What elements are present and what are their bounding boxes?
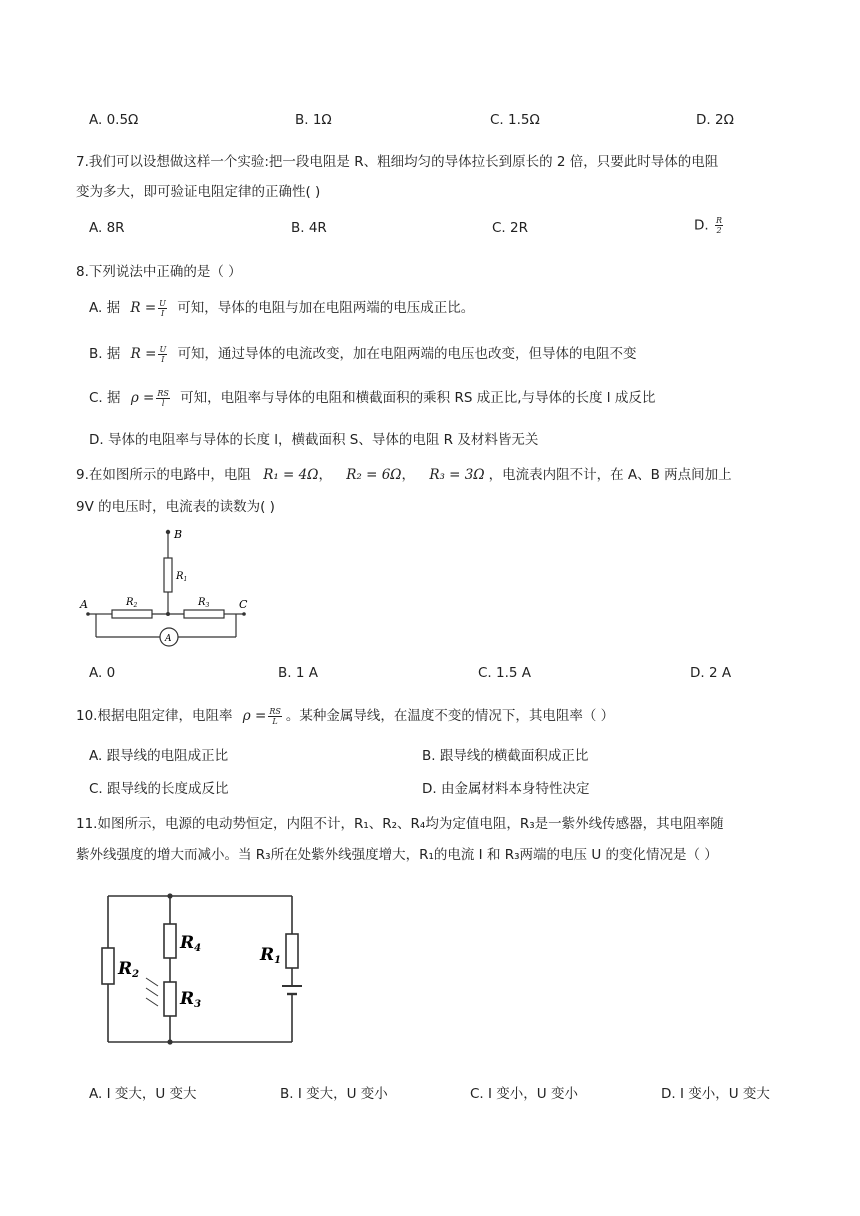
q7-option-b[interactable]: B. 4R <box>291 220 327 236</box>
q7-option-d-fraction <box>715 216 723 235</box>
q8-b-prefix: B. 据 <box>89 346 121 362</box>
frac-den: L <box>272 716 278 726</box>
q8-a-formula: R = <box>130 300 157 316</box>
label-b: B <box>174 528 183 541</box>
q7-option-d-label: D. <box>694 217 713 234</box>
q6-option-c[interactable]: C. 1.5Ω <box>490 112 540 128</box>
frac-num: U <box>159 344 167 354</box>
q8-b-fraction <box>158 345 167 364</box>
junction-dot <box>166 612 170 616</box>
q7-stem-line1: 7.我们可以设想做这样一个实验:把一段电阻是 R、粗细均匀的导体拉长到原长的 2 倍，只要此时导体的电阻 <box>76 154 719 170</box>
uv-light-icon <box>146 978 158 1006</box>
frac-den: l <box>161 398 165 408</box>
q9-circuit-diagram <box>76 524 256 654</box>
q9-r2-value: R₂ = 6Ω <box>346 467 402 483</box>
q11-option-a[interactable]: A. I 变大，U 变大 <box>89 1086 197 1102</box>
q8-option-d[interactable]: D. 导体的电阻率与导体的长度 l，横截面积 S、导体的电阻 R 及材料皆无关 <box>89 432 539 448</box>
q8-c-prefix: C. 据 <box>89 390 121 406</box>
q11-option-d[interactable]: D. I 变小，U 变大 <box>661 1086 770 1102</box>
q8-b-formula: R = <box>130 346 157 362</box>
label-r3: $R_3$ <box>198 597 210 609</box>
junction-bottom-dot <box>167 1039 172 1044</box>
q8-b-suffix: 可知，通过导体的电流改变，加在电阻两端的电压也改变，但导体的电阻不变 <box>177 346 637 362</box>
q10-stem <box>76 704 614 726</box>
junction-top-dot <box>167 893 172 898</box>
q9-option-b[interactable]: B. 1 A <box>278 665 318 681</box>
q10-formula: ρ = <box>242 708 267 724</box>
label-r2: $R_2$ <box>126 597 138 609</box>
q8-stem: 8.下列说法中正确的是（ ） <box>76 264 242 280</box>
q9-stem-a: 9.在如图所示的电路中，电阻 <box>76 467 251 483</box>
q10-option-d[interactable]: D. 由金属材料本身特性决定 <box>422 781 590 797</box>
ammeter-icon: A <box>165 634 172 644</box>
q9-stem-b: ，电流表内阻不计，在 A、B 两点间加上 <box>488 467 732 483</box>
q8-a-fraction <box>158 299 167 318</box>
q8-option-a[interactable] <box>89 296 474 318</box>
label-r2: R2 <box>118 959 140 980</box>
frac-den: 2 <box>716 226 722 235</box>
q7-option-a[interactable]: A. 8R <box>89 220 125 236</box>
q9-stem-line1: 9.在如图所示的电路中，电阻 R₁ = 4Ω， R₂ = 6Ω， R₃ = 3Ω ，电流表内阻不计，在 A、B 两点间加上 <box>76 467 732 483</box>
q6-option-d[interactable]: D. 2Ω <box>696 112 734 128</box>
q11-option-b[interactable]: B. I 变大，U 变小 <box>280 1086 388 1102</box>
terminal-b-dot <box>166 530 170 534</box>
q11-option-c[interactable]: C. I 变小，U 变小 <box>470 1086 578 1102</box>
q8-option-c[interactable] <box>89 386 655 408</box>
label-a: A <box>80 598 88 611</box>
label-r4: R4 <box>180 933 202 954</box>
frac-num: RS <box>157 388 169 398</box>
q10-option-c[interactable]: C. 跟导线的长度成反比 <box>89 781 229 797</box>
q8-a-suffix: 可知，导体的电阻与加在电阻两端的电压成正比。 <box>177 300 475 316</box>
q10-fraction <box>268 707 282 726</box>
q9-r1-value: R₁ = 4Ω <box>263 467 319 483</box>
q7-option-d[interactable] <box>694 216 725 235</box>
q6-option-b[interactable]: B. 1Ω <box>295 112 332 128</box>
label-r1: R1 <box>260 945 282 966</box>
q10-stem-a: 10.根据电阻定律，电阻率 <box>76 708 233 724</box>
q8-c-fraction <box>156 389 170 408</box>
frac-num: U <box>159 298 166 308</box>
q9-option-a[interactable]: A. 0 <box>89 665 116 681</box>
label-c: C <box>239 598 248 611</box>
q6-option-a[interactable]: A. 0.5Ω <box>89 112 139 128</box>
q11-stem-line1: 11.如图所示，电源的电动势恒定，内阻不计，R₁、R₂、R₄均为定值电阻，R₃是一紫外线传感器，其电阻率随 <box>76 816 724 832</box>
q7-stem-line2: 变为多大，即可验证电阻定律的正确性( ) <box>76 184 321 200</box>
q10-stem-b: 。某种金属导线，在温度不变的情况下，其电阻率（ ） <box>285 708 615 724</box>
q8-c-suffix: 可知，电阻率与导体的电阻和横截面积的乘积 RS 成正比,与导体的长度 l 成反比 <box>180 390 656 406</box>
q10-option-a[interactable]: A. 跟导线的电阻成正比 <box>89 748 229 764</box>
q9-option-d[interactable]: D. 2 A <box>690 665 732 681</box>
q11-stem-line2: 紫外线强度的增大而减小。当 R₃所在处紫外线强度增大，R₁的电流 I 和 R₃两端的电压 U 的变化情况是（ ） <box>76 847 718 863</box>
q8-c-formula: ρ = <box>130 390 155 406</box>
frac-den: I <box>161 354 165 364</box>
frac-num: RS <box>269 706 281 716</box>
label-r3: R3 <box>180 989 202 1010</box>
label-r1: $R_1$ <box>176 571 188 583</box>
q9-r3-value: R₃ = 3Ω <box>429 467 485 483</box>
q7-option-c[interactable]: C. 2R <box>492 220 528 236</box>
q11-circuit-diagram <box>96 886 316 1056</box>
q8-a-prefix: A. 据 <box>89 300 121 316</box>
q10-option-b[interactable]: B. 跟导线的横截面积成正比 <box>422 748 589 764</box>
frac-num: R <box>715 216 723 225</box>
q8-option-b[interactable] <box>89 342 636 364</box>
q9-option-c[interactable]: C. 1.5 A <box>478 665 532 681</box>
q9-stem-line2: 9V 的电压时，电流表的读数为( ) <box>76 499 275 515</box>
frac-den: I <box>160 308 165 318</box>
